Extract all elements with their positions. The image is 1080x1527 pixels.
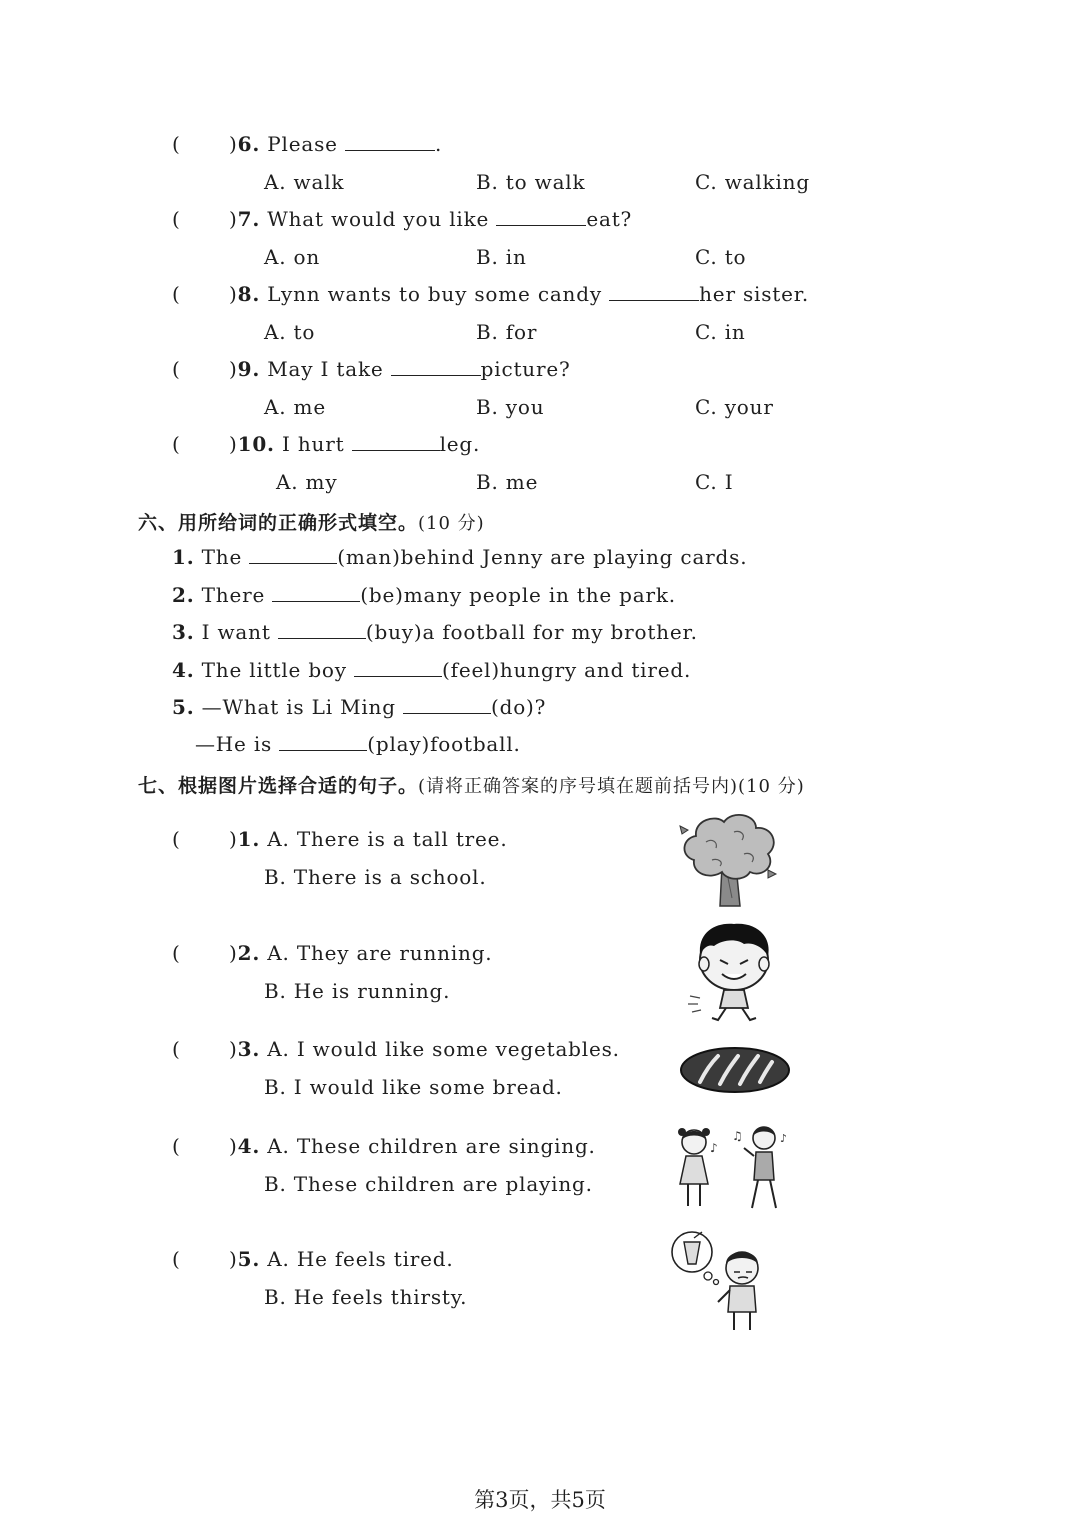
- answer-paren-open: (: [172, 282, 181, 306]
- bread-icon: [678, 1044, 792, 1096]
- section-heading-7: 七、根据图片选择合适的句子。(请将正确答案的序号填在题前括号内)(10 分): [138, 775, 805, 797]
- option-a: )5. A. He feels tired.: [229, 1247, 454, 1271]
- option-b: B. to walk: [476, 170, 586, 194]
- question-text: )9. May I take picture?: [229, 357, 571, 381]
- option-a: )2. A. They are running.: [229, 941, 493, 965]
- question-text: )7. What would you like eat?: [229, 207, 633, 231]
- fill-item-1: 1. The (man)behind Jenny are playing cards.: [172, 545, 748, 569]
- answer-paren-open: (: [172, 1134, 181, 1158]
- fill-blank[interactable]: [279, 732, 367, 751]
- answer-paren-open: (: [172, 1037, 181, 1061]
- option-b: B. for: [476, 320, 538, 344]
- option-c: C. to: [695, 245, 747, 269]
- option-b: B. These children are playing.: [264, 1172, 593, 1196]
- option-b: B. me: [476, 470, 539, 494]
- option-b: B. He feels thirsty.: [264, 1285, 468, 1309]
- fill-item-4: 4. The little boy (feel)hungry and tired.: [172, 658, 692, 682]
- fill-blank[interactable]: [609, 282, 699, 301]
- option-a: A. walk: [264, 170, 345, 194]
- option-c: C. I: [695, 470, 734, 494]
- option-b: B. you: [476, 395, 545, 419]
- svg-text:♪: ♪: [780, 1132, 788, 1145]
- option-b: B. in: [476, 245, 527, 269]
- option-b: B. He is running.: [264, 979, 451, 1003]
- fill-blank[interactable]: [391, 357, 481, 376]
- svg-text:♫: ♫: [732, 1129, 743, 1143]
- option-a: A. to: [264, 320, 316, 344]
- answer-paren-open: (: [172, 207, 181, 231]
- option-a: A. on: [264, 245, 321, 269]
- fill-item-3: 3. I want (buy)a football for my brother.: [172, 620, 698, 644]
- option-c: C. in: [695, 320, 746, 344]
- answer-paren-open: (: [172, 827, 181, 851]
- running-boy-icon: [686, 920, 782, 1026]
- singing-children-icon: [670, 1122, 796, 1214]
- option-a: )4. A. These children are singing.: [229, 1134, 596, 1158]
- page-number-footer: 第3页，共5页: [474, 1488, 606, 1512]
- fill-blank[interactable]: [354, 658, 442, 677]
- question-text: )6. Please .: [229, 132, 443, 156]
- fill-item-5-answer: —He is (play)football.: [195, 732, 521, 756]
- answer-paren-open: (: [172, 432, 181, 456]
- fill-blank[interactable]: [352, 432, 440, 451]
- fill-blank[interactable]: [345, 132, 435, 151]
- fill-blank[interactable]: [272, 583, 360, 602]
- answer-paren-open: (: [172, 357, 181, 381]
- question-text: )10. I hurt leg.: [229, 432, 481, 456]
- thirsty-boy-icon: [668, 1230, 778, 1334]
- section-heading-6: 六、用所给词的正确形式填空。(10 分): [138, 512, 485, 534]
- option-a: A. me: [264, 395, 326, 419]
- fill-blank[interactable]: [249, 545, 337, 564]
- option-c: C. your: [695, 395, 774, 419]
- option-c: C. walking: [695, 170, 810, 194]
- option-b: B. I would like some bread.: [264, 1075, 563, 1099]
- option-b: B. There is a school.: [264, 865, 487, 889]
- option-a: )1. A. There is a tall tree.: [229, 827, 508, 851]
- svg-text:♪: ♪: [710, 1141, 718, 1155]
- fill-blank[interactable]: [403, 695, 491, 714]
- answer-paren-open: (: [172, 132, 181, 156]
- option-a: A. my: [276, 470, 338, 494]
- tree-icon: [672, 808, 788, 908]
- question-text: )8. Lynn wants to buy some candy her sister.: [229, 282, 810, 306]
- answer-paren-open: (: [172, 941, 181, 965]
- fill-blank[interactable]: [278, 620, 366, 639]
- fill-blank[interactable]: [496, 207, 586, 226]
- fill-item-5: 5. —What is Li Ming (do)?: [172, 695, 547, 719]
- option-a: )3. A. I would like some vegetables.: [229, 1037, 620, 1061]
- answer-paren-open: (: [172, 1247, 181, 1271]
- fill-item-2: 2. There (be)many people in the park.: [172, 583, 676, 607]
